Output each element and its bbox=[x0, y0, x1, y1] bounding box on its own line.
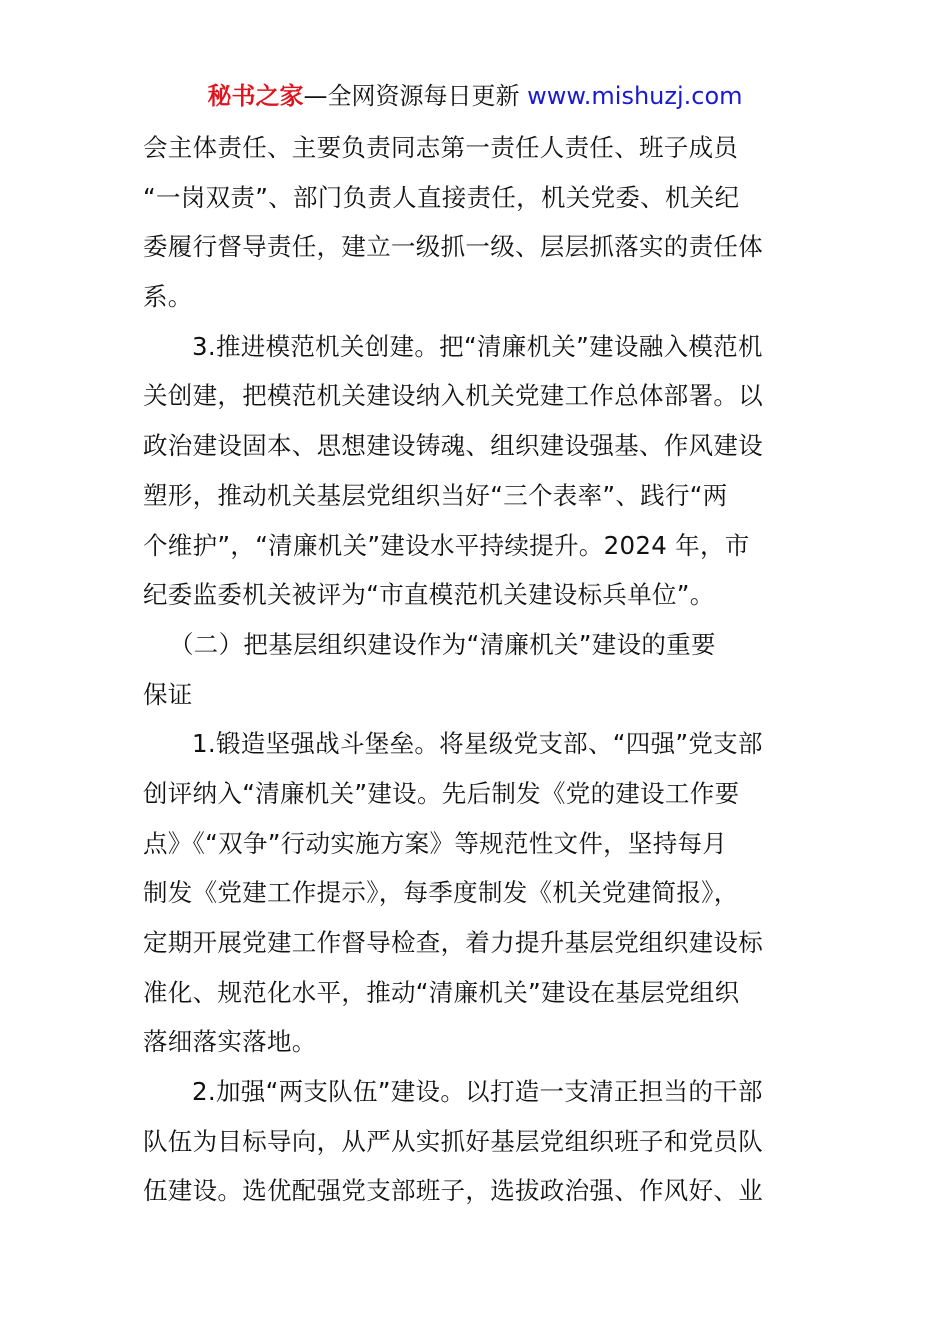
text-line: 保证 bbox=[143, 679, 193, 709]
text-line: 纪委监委机关被评为“市直模范机关建设标兵单位”。 bbox=[143, 580, 715, 610]
text-line: 点》《“双争”行动实施方案》等规范性文件，坚持每月 bbox=[143, 828, 728, 858]
text-line: 队伍为目标导向，从严从实抓好基层党组织班子和党员队 bbox=[143, 1126, 763, 1156]
site-header bbox=[0, 78, 950, 114]
site-tagline: —全网资源每日更新 bbox=[303, 82, 528, 110]
text-line: 制发《党建工作提示》，每季度制发《机关党建简报》， bbox=[143, 878, 739, 908]
text-line: 落细落实落地。 bbox=[143, 1027, 317, 1057]
text-line: 个维护”，“清廉机关”建设水平持续提升。2024 年，市 bbox=[143, 530, 750, 560]
site-url[interactable]: www.mishuzj.com bbox=[527, 82, 743, 110]
text-line: 定期开展党建工作督导检查，着力提升基层党组织建设标 bbox=[143, 928, 763, 957]
section-heading: 3.推进模范机关创建。把“清廉机关”建设融入模范机 bbox=[192, 331, 763, 361]
section-heading: 1.锻造坚强战斗堡垒。将星级党支部、“四强”党支部 bbox=[192, 729, 763, 759]
text-line: 准化、规范化水平，推动“清廉机关”建设在基层党组织 bbox=[143, 977, 740, 1007]
text-line: “一岗双责”、部门负责人直接责任，机关党委、机关纪 bbox=[143, 182, 740, 212]
text-line: 关创建，把模范机关建设纳入机关党建工作总体部署。以 bbox=[143, 381, 763, 411]
section-heading: 2.加强“两支队伍”建设。以打造一支清正担当的干部 bbox=[192, 1077, 763, 1107]
text-line: 创评纳入“清廉机关”建设。先后制发《党的建设工作要 bbox=[143, 778, 740, 808]
text-line: 政治建设固本、思想建设铸魂、组织建设强基、作风建设 bbox=[143, 431, 763, 461]
text-line: 系。 bbox=[143, 282, 193, 312]
text-line: 伍建设。选优配强党支部班子，选拔政治强、作风好、业 bbox=[143, 1176, 763, 1206]
text-line: 会主体责任、主要负责同志第一责任人责任、班子成员 bbox=[143, 133, 739, 162]
site-brand: 秘书之家 bbox=[207, 82, 304, 110]
text-line: 塑形，推动机关基层党组织当好“三个表率”、践行“两 bbox=[143, 480, 728, 510]
document-body bbox=[143, 123, 809, 1216]
text-line: 委履行督导责任，建立一级抓一级、层层抓落实的责任体 bbox=[143, 232, 763, 262]
chapter-heading: （二）把基层组织建设作为“清廉机关”建设的重要 bbox=[169, 629, 716, 659]
